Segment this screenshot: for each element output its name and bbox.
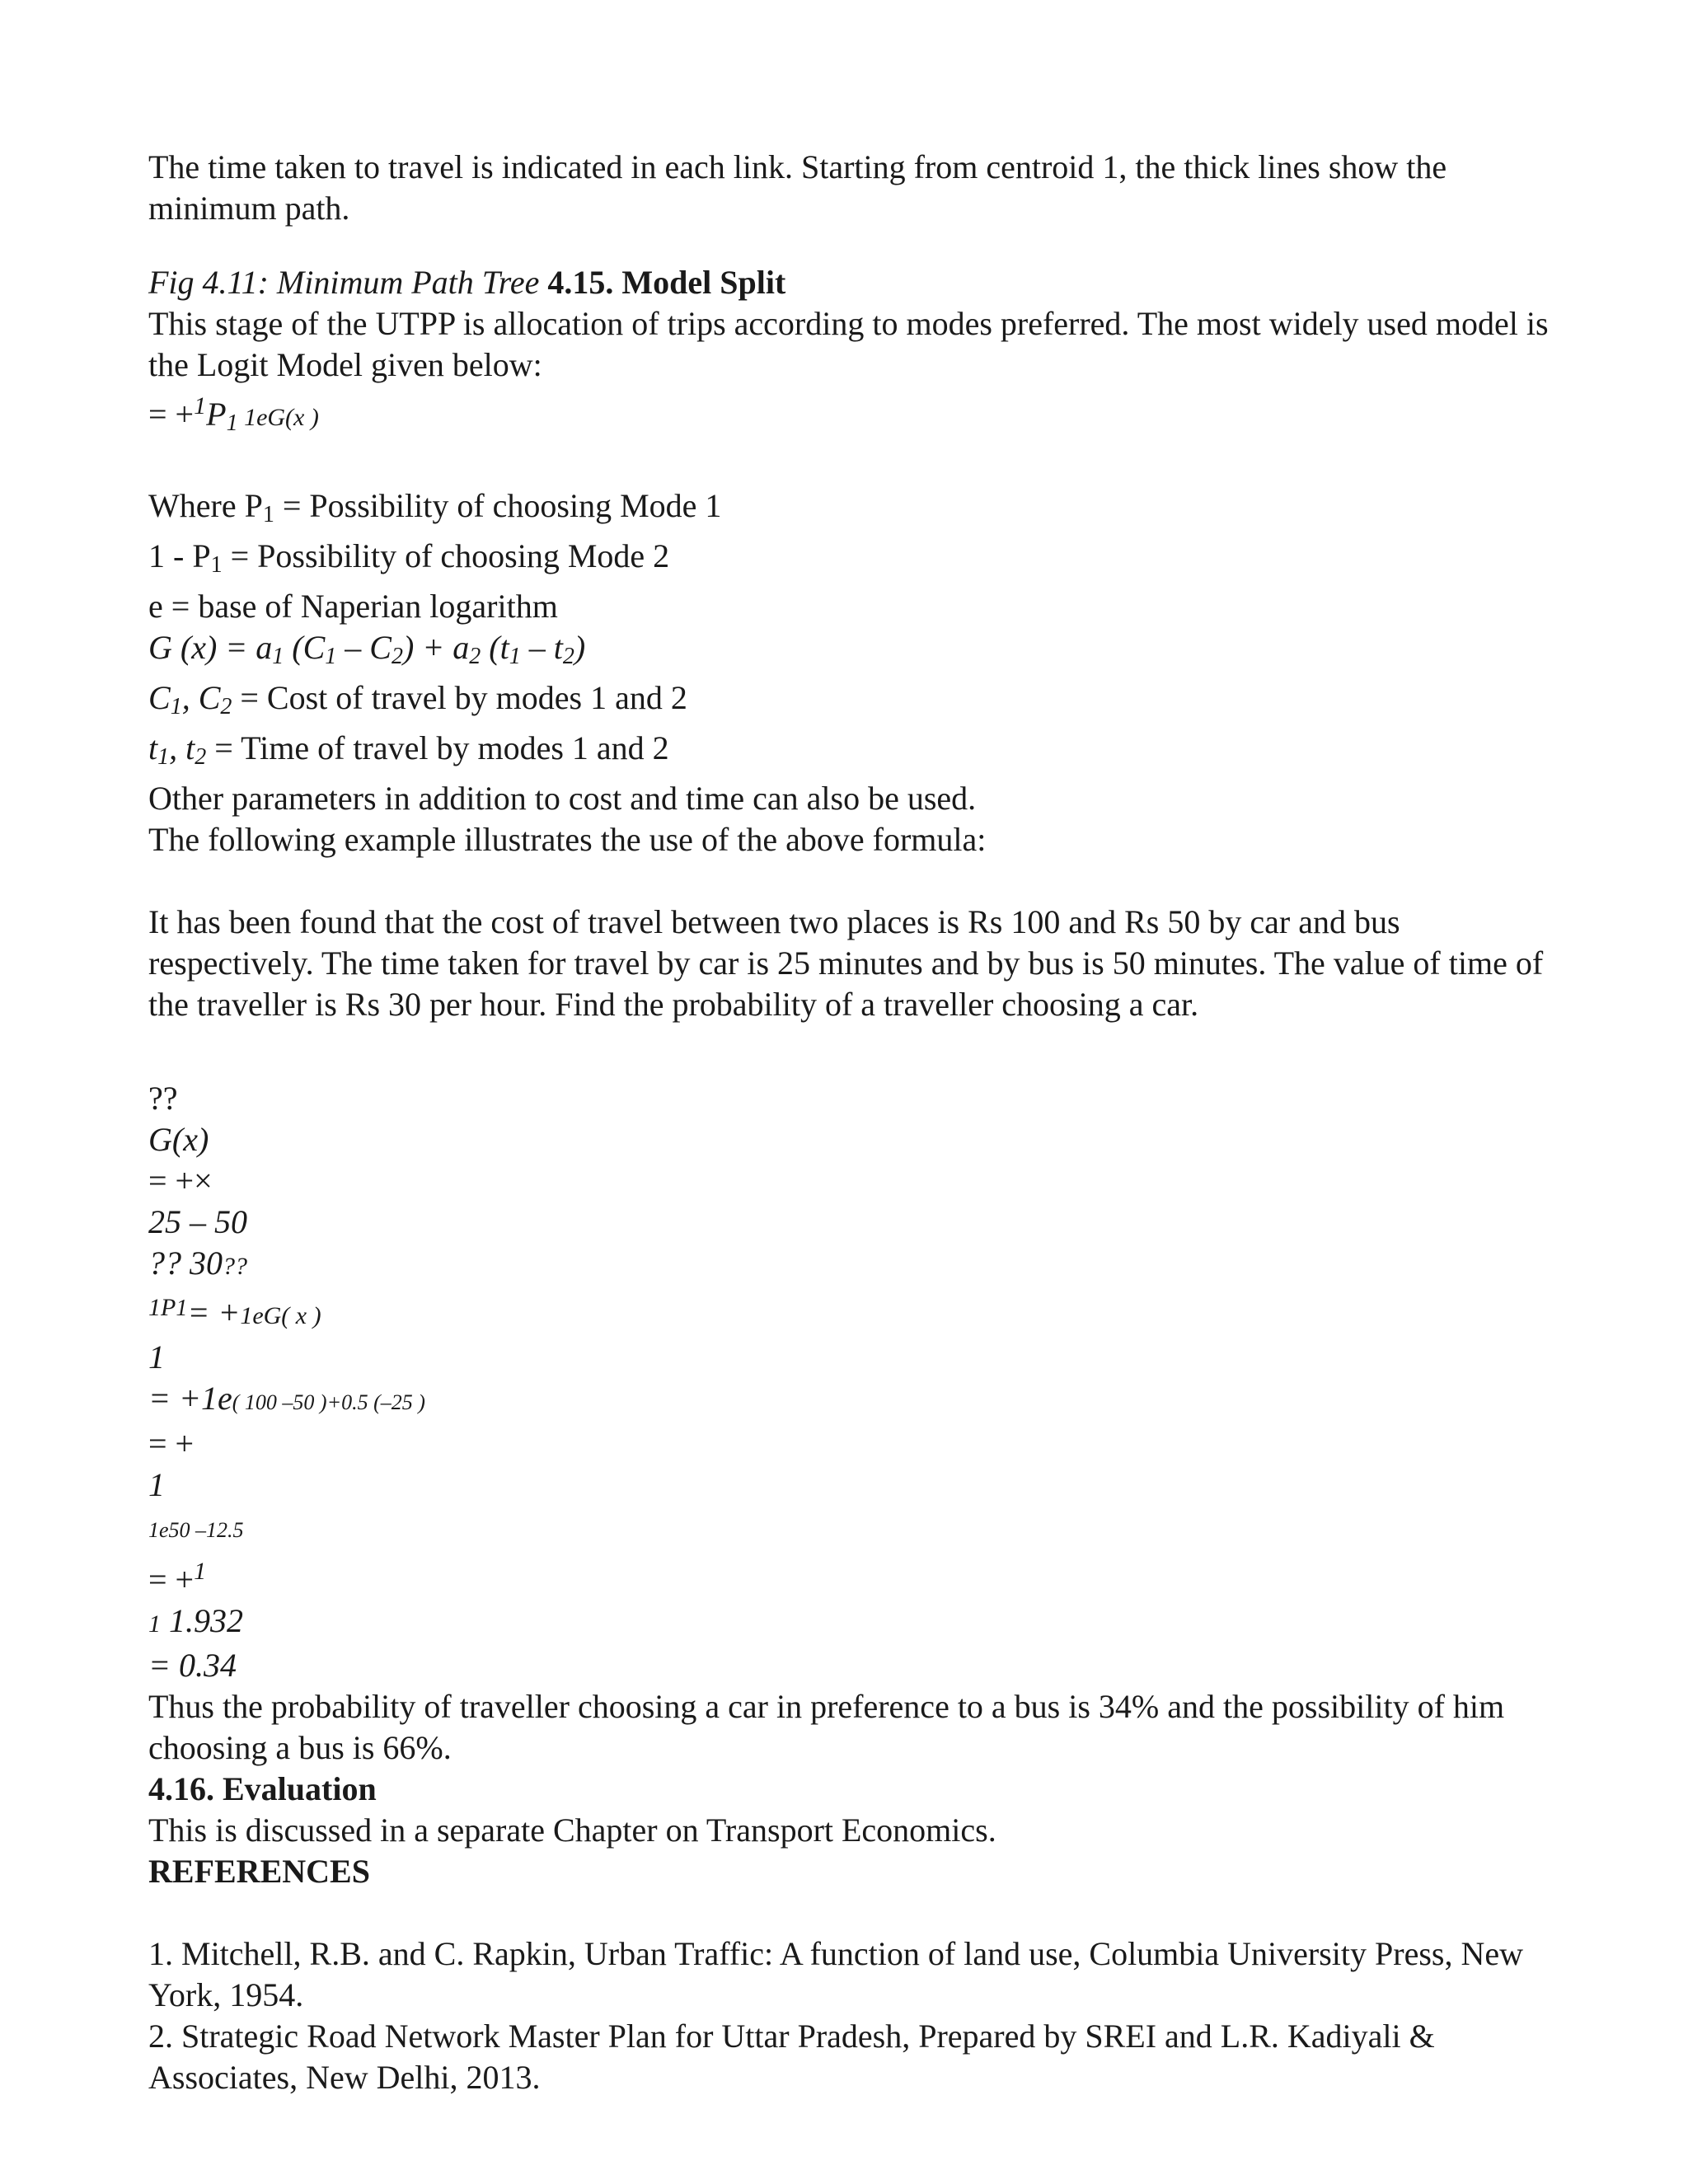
solution-line: 25 – 50 — [148, 1203, 247, 1240]
solution-line: = + — [148, 1425, 195, 1462]
solution-line: 1e50 –12.5 — [148, 1518, 244, 1542]
example-lead: The following example illustrates the use of the above formula: — [148, 821, 987, 858]
logit-formula: = $+^1P_1$ 1eG(x ) — [148, 392, 319, 436]
definition-g: G $(x) = a_1$ $(C_1 - C_2) + a_2$ $(t_1 - t_2)$ — [148, 629, 586, 669]
reference-item: 1. Mitchell, R.B. and C. Rapkin, Urban Traffic: A function of land use, Columbia University Press, New York, 1954. — [148, 1935, 1524, 2013]
model-split-paragraph: This stage of the UTPP is allocation of trips according to modes preferred. The most widely used model is the Logit Model given below: — [148, 305, 1549, 383]
solution-line: = +1e( 100 –50 )+0.5 (–25 ) — [148, 1380, 425, 1417]
solution-line: ?? 30?? — [148, 1244, 247, 1282]
figure-caption-line — [148, 262, 1556, 303]
definition-p1: Where $P_1$ = Possibility of choosing Mode 1 — [148, 487, 722, 527]
definition-p2: $1 - P_1$ = Possibility of choosing Mode 2 — [148, 537, 670, 578]
definition-e: e = base of Naperian logarithm — [148, 588, 558, 625]
solution-line: G(x) — [148, 1121, 209, 1158]
solution-line: = +$^1$ — [148, 1558, 207, 1598]
section-heading-evaluation: 4.16. Evaluation — [148, 1770, 377, 1807]
definition-t: $t_1$, $t_2$ = Time of travel by modes 1 and 2 — [148, 729, 669, 770]
other-parameters: Other parameters in addition to cost and time can also be used. — [148, 780, 977, 817]
references-heading: REFERENCES — [148, 1853, 370, 1890]
definition-c: $C_1$, $C_2$ = Cost of travel by modes 1 and 2 — [148, 679, 687, 719]
solution-line: 1 1.932 — [148, 1602, 243, 1639]
conclusion-paragraph: Thus the probability of traveller choosing a car in preference to a bus is 34% and the possibility of him choosing a bus is 66%. — [148, 1688, 1505, 1766]
figure-caption: Fig 4.11: Minimum Path Tree — [148, 264, 540, 301]
intro-paragraph: The time taken to travel is indicated in each link. Starting from centroid 1, the thick lines show the minimum path. — [148, 148, 1447, 227]
section-heading-model-split: 4.15. Model Split — [547, 264, 786, 301]
solution-line: ?? — [148, 1080, 178, 1117]
solution-line: 1 — [148, 1338, 165, 1376]
solution-line: = +× — [148, 1162, 213, 1199]
solution-line: 1 — [148, 1466, 165, 1503]
problem-statement: It has been found that the cost of travel between two places is Rs 100 and Rs 50 by car and bus respectively. The time taken for travel by car is 25 minutes and by bus is 50 minutes. The value of time of the traveller is Rs 30 per hour. Find the probability of a traveller choosing a car. — [148, 903, 1544, 1023]
solution-steps — [148, 1078, 1556, 1686]
evaluation-paragraph: This is discussed in a separate Chapter on Transport Economics. — [148, 1811, 996, 1849]
solution-line: = 0.34 — [148, 1647, 237, 1684]
reference-item: 2. Strategic Road Network Master Plan for Uttar Pradesh, Prepared by SREI and L.R. Kadiyali & Associates, New Delhi, 2013. — [148, 2018, 1435, 2096]
solution-line: $^{1P1}$= +1eG( x ) — [148, 1294, 321, 1331]
